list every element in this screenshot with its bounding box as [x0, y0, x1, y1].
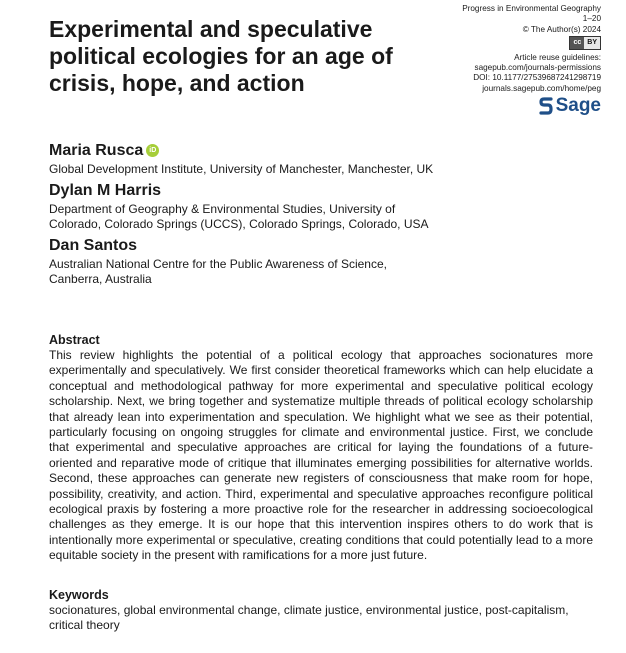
article-title: Experimental and speculative political ecologies for an age of crisis, hope, and action: [49, 16, 393, 96]
author-name-3: Dan Santos: [49, 237, 138, 254]
journal-meta: [401, 4, 601, 119]
author-name-1: Maria Rusca iD: [49, 141, 159, 161]
doi[interactable]: DOI: 10.1177/27539687241298719: [473, 73, 601, 83]
cc-by-license-icon[interactable]: [569, 36, 601, 50]
page-range: 1–20: [582, 14, 601, 24]
author-affiliation-2: Department of Geography & Environmental Studies, University of Colorado, Colorado Springs (UCCS), Colorado Springs, Colorado, USA: [49, 202, 429, 231]
sage-s-icon: [539, 96, 553, 116]
abstract-text: This review highlights the potential of a political ecology that approaches socionatures more experimentally and speculatively. We first consider theoretical frameworks which can help elucidate a conceptual and methodological pathway for more experimental and speculative political ecology scholarship. Next, we bring together and systematize multiple threads of political ecology scholarship that already lean into experimentation and speculation. We highlight what we see as their potential, particularly focusing on ongoing struggles for climate and environmental justice. First, we conclude that experimental and speculative approaches are critical for laying the foundations of a future-oriented and reparative mode of critique that illuminates emerging possibilities for alternative worlds. Second, these approaches can generate new registers of consciousness that make room for hope, possibility, creativity, and action. Third, experimental and speculative approaches reconfigure political ecological praxis by fostering a more proactive role for the researcher in addressing socioecological challenges as they emerge. It is our hope that this intervention inspires others to do work that is intentionally more experimental or speculative, creating conditions that could potentially lead to a more equitable society in the present with ramifications for a more just future.: [49, 348, 593, 563]
abstract-heading: Abstract: [49, 333, 100, 347]
keywords-heading: Keywords: [49, 588, 109, 602]
copyright: © The Author(s) 2024: [522, 24, 601, 34]
permissions-link[interactable]: sagepub.com/journals-permissions: [474, 63, 601, 73]
author-name-2: Dylan M Harris: [49, 182, 162, 199]
orcid-icon[interactable]: iD: [146, 144, 159, 157]
publisher-name: Sage: [555, 94, 601, 116]
author-affiliation-1: Global Development Institute, University of Manchester, Manchester, UK: [49, 162, 434, 176]
sage-logo: [539, 96, 601, 116]
cc-icon: cc: [573, 38, 582, 46]
author-affiliation-3: Australian National Centre for the Public Awareness of Science, Canberra, Australia: [49, 257, 387, 286]
by-icon: BY: [584, 37, 600, 49]
keywords-text: socionatures, global environmental change, climate justice, environmental justice, post-capitalism, critical theory: [49, 603, 569, 633]
reuse-guidelines-label: Article reuse guidelines:: [514, 52, 601, 62]
journal-name: Progress in Environmental Geography: [462, 4, 601, 13]
journal-homepage-link[interactable]: journals.sagepub.com/home/peg: [482, 83, 601, 93]
